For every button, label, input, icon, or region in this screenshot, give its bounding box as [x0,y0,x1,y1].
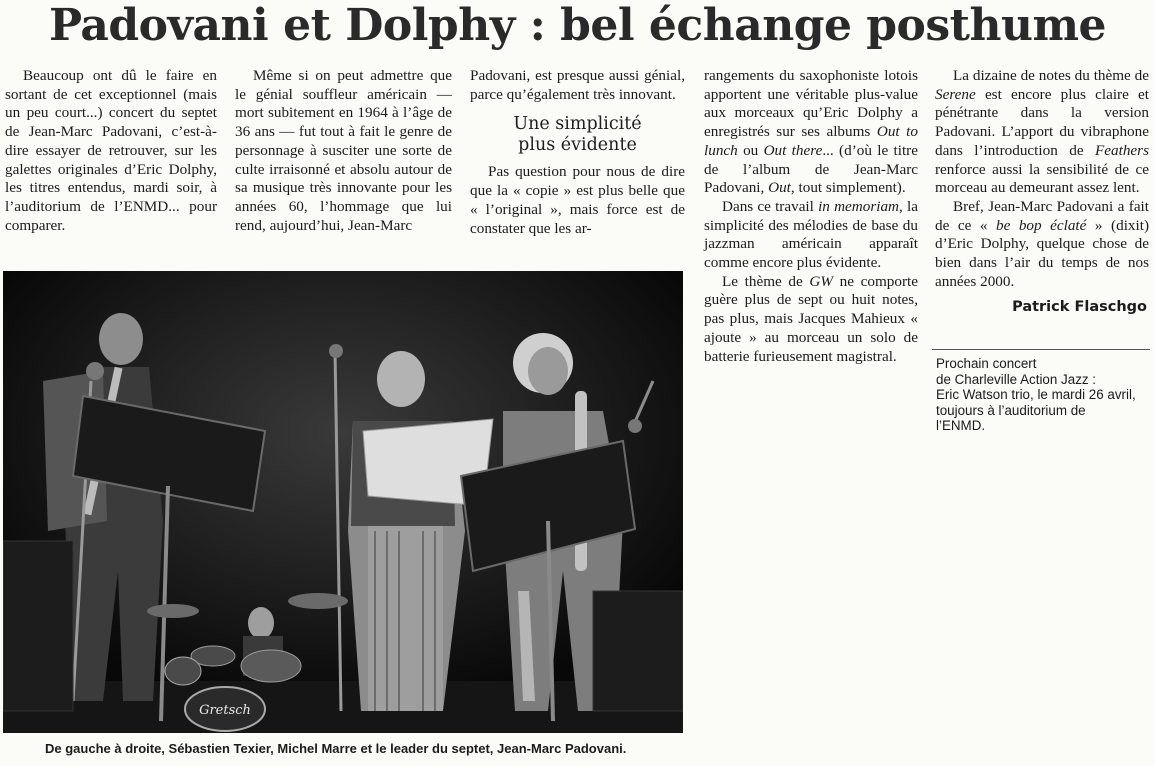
album-title: Out to lunch [704,123,918,159]
subheading-line: plus évidente [518,135,637,156]
info-line: toujours à l’auditorium de [936,402,1086,418]
paragraph: Le thème de GW ne comporte guère plus de sept ou huit notes, pas plus, mais Jacques Mahieux « ajoute » au morceau un solo de batterie furieusement magistral. [704,272,918,365]
article-column-2 [235,67,452,235]
concert-photo [3,271,683,733]
paragraph: Bref, Jean-Marc Padovani a fait de ce « be bop éclaté » (dixit) d’Eric Dolphy, quelque chose de bien dans l’air du temps de nos années 2000. [935,197,1150,290]
paragraph: Padovani, est presque aussi génial, parce qu’également très innovant. [470,67,685,103]
article-column-3 [470,67,685,238]
paragraph: Beaucoup ont dû le faire en sortant de cet exceptionnel (mais un peu court...) concert du septet de Jean-Marc Padovani, c’est-à-dire essayer de retrouver, sur les galettes originales d’Eric Dolphy, les titres entendus, mardi soir, à l’auditorium de l’ENMD... pour comparer. [5,67,217,234]
article-column-1 [5,67,217,235]
paragraph: Dans ce travail in memoriam, la simplicité des mélodies de base du jazzman américain apparaît comme encore plus évidente. [704,197,918,272]
drum-brand-logo: Gretsch [199,703,251,718]
info-line: de Charleville Action Jazz : [936,371,1097,387]
album-title: Out there [763,141,823,159]
info-line: Prochain concert [936,356,1037,371]
album-title: Out [768,179,791,197]
article-column-5 [935,67,1149,317]
byline: Patrick Flaschgo [1012,299,1147,316]
subheading [470,114,685,156]
info-line: Eric Watson trio, le mardi 26 avril, [936,387,1136,402]
paragraph: La dizaine de notes du thème de Serene est encore plus claire et pénétrante dans la version Padovani. L’apport du vibraphone dans l’introduction de Feathers renforce aussi la sensibilité de ce morceau au demeurant assez lent. [935,67,1149,197]
paragraph: rangements du saxophoniste lotois apportent une véritable plus-value aux morceaux qu’Eric Dolphy a enregistrés sur ses albums Out to lunch ou Out there... (d’où le titre de l’album de Jean-Marc Padovani, Out, tout simplement). [704,67,918,197]
paragraph: Même si on peut admettre que le génial souffleur américain — mort subitement en 1964 à l’âge de 36 ans — fut tout à fait le genre de personnage à susciter une sorte de culte irraisonné et absolu autour de sa musique très innovante pour les années 60, l’hommage que lui rend, aujourd’hui, Jean-Marc [235,67,452,234]
article-column-4 [704,67,918,366]
info-line: l’ENMD. [936,418,986,433]
concert-photo-illustration [3,271,683,733]
photo-caption: De gauche à droite, Sébastien Texier, Michel Marre et le leader du septet, Jean-Marc Padovani. [45,741,627,756]
subheading-line: Une simplicité [513,114,642,135]
next-concert-box [936,356,1151,434]
headline: Padovani et Dolphy : bel échange posthume [48,0,1107,51]
divider [932,349,1150,350]
paragraph: Pas question pour nous de dire que la « copie » est plus belle que « l’original », mais force est de constater que les ar- [470,163,685,237]
